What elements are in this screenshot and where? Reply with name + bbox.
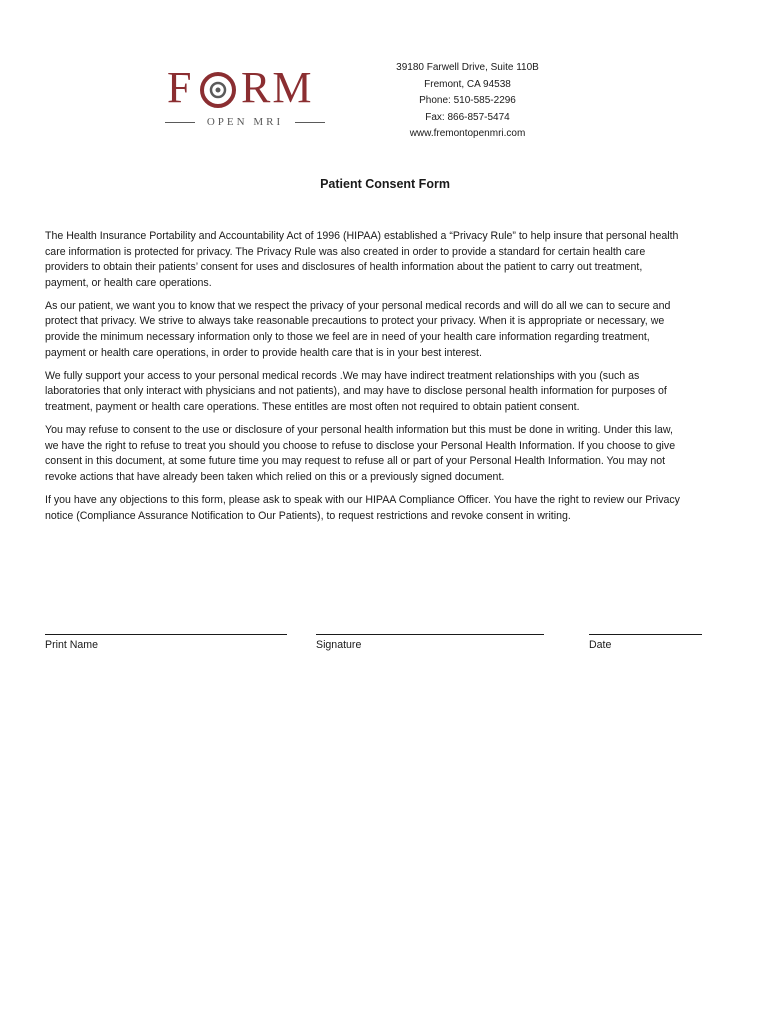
consent-body (45, 229, 685, 532)
signature-label: Signature (316, 639, 362, 651)
print-name-line[interactable] (45, 622, 287, 635)
logo (165, 62, 325, 132)
logo-ring-icon (198, 70, 238, 110)
paragraph-hipaa: The Health Insurance Portability and Accountability Act of 1996 (HIPAA) established a “Privacy Rule” to help insure that personal health care information is protected for privacy. The Privacy Rule was also created in order to provide a standard for certain health care providers to obtain their patients’ consent for uses and disclosures of health information about the patient to carry out treatment, payment, or health care operations. (45, 230, 679, 289)
logo-subtitle-text: OPEN MRI (206, 116, 284, 128)
logo-rule-left (165, 122, 195, 123)
paragraph-access: We fully support your access to your personal medical records .We may have indirect treatment relationships with you (such as laboratories that only interact with physicians and not patients), and may have to disclose personal health information for purposes of treatment, payment or health care operations. These entitles are most often not required to obtain patient consent. (45, 369, 667, 413)
date-label: Date (589, 639, 612, 651)
logo-letters-rm: RM (241, 63, 314, 112)
paragraph-refusal: You may refuse to consent to the use or disclosure of your personal health information but this must be done in writing. Under this law, we have the right to refuse to treat you should you choose to refuse to disclose your Personal Health Information. If you choose to give consent in this document, at some future time you may request to refuse all or part of your Personal Health Information. You may not revoke actions that have already been taken which relied on this or a previously signed document. (45, 424, 676, 483)
address-street: 39180 Farwell Drive, Suite 110B (396, 62, 539, 73)
date-line[interactable] (589, 622, 702, 635)
logo-rule-right (295, 122, 325, 123)
paragraph-objections: If you have any objections to this form, please ask to speak with our HIPAA Compliance Officer. You have the right to review our Privacy notice (Compliance Assurance Notification to Our Patients), to request restrictions and revoke consent in writing. (45, 493, 680, 522)
address-block (380, 60, 555, 143)
address-fax: Fax: 866-857-5474 (425, 111, 510, 123)
date-field[interactable] (589, 622, 702, 651)
print-name-field[interactable] (45, 622, 287, 651)
signature-line[interactable] (316, 622, 544, 635)
address-phone: Phone: 510-585-2296 (419, 95, 516, 106)
address-website: www.fremontopenmri.com (409, 128, 526, 139)
address-city: Fremont, CA 94538 (424, 78, 511, 90)
paragraph-privacy: As our patient, we want you to know that we respect the privacy of your personal medical records and will do all we can to secure and protect that privacy. We strive to always take reasonable precautions to protect your privacy. When it is appropriate or necessary, we provide the minimum necessary information only to those we feel are in need of your health care information regarding treatment, payment or health care operations, in order to provide health care that is in your best interest. (45, 299, 671, 359)
logo-wordmark (165, 62, 325, 114)
logo-subtitle (165, 114, 325, 130)
page-title: Patient Consent Form (320, 177, 450, 191)
signature-field[interactable] (316, 622, 544, 651)
print-name-label: Print Name (45, 639, 98, 651)
logo-letter-f: F (167, 63, 193, 112)
